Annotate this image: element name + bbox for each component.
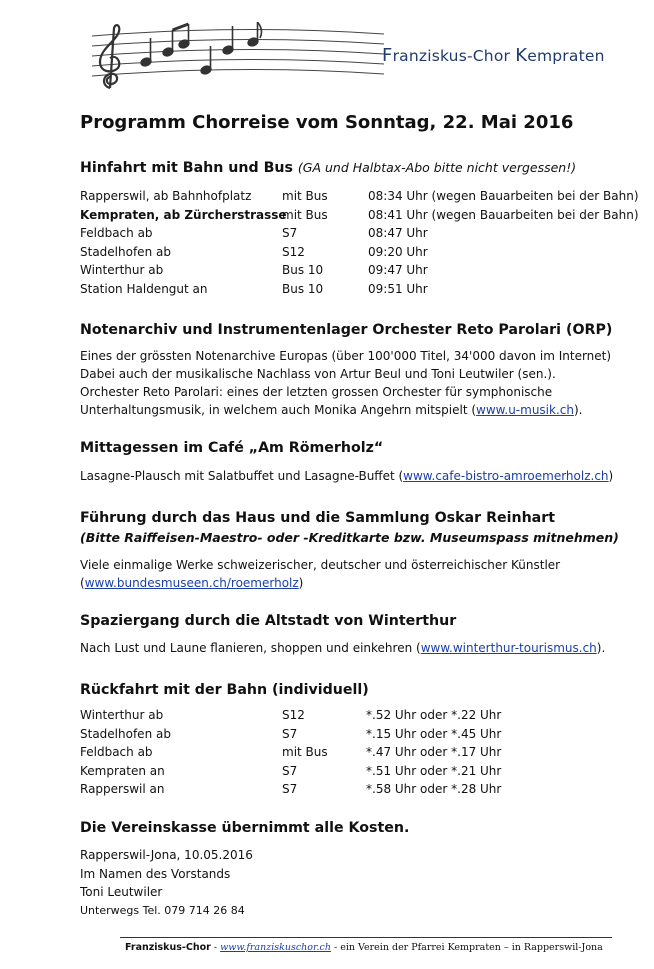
schedule-place: Rapperswil, ab Bahnhofplatz (80, 189, 252, 203)
schedule-transport: Bus 10 (282, 263, 324, 277)
schedule-time: 09:47 Uhr (368, 263, 428, 277)
footer: Franziskus-Chor - www.franziskuschor.ch - ein Verein der Pfarrei Kempraten – in Rapperswil-Jona (125, 942, 603, 953)
choir-name: Franziskus-Chor Kempraten (382, 45, 605, 66)
schedule-transport: S12 (282, 708, 305, 722)
schedule-place: Feldbach ab (80, 745, 153, 759)
schedule-time: *.51 Uhr oder *.21 Uhr (366, 763, 502, 778)
section-title-orp: Notenarchiv und Instrumentenlager Orchester Reto Parolari (ORP) (80, 322, 613, 338)
hinfahrt-note: (GA und Halbtax-Abo bitte nicht vergessen!) (297, 160, 577, 175)
place-date: Rapperswil-Jona, 10.05.2016 (80, 848, 253, 862)
link-bundesmuseen[interactable]: www.bundesmuseen.ch/roemerholz (84, 576, 299, 590)
section-title-costs: Die Vereinskasse übernimmt alle Kosten. (80, 820, 410, 836)
schedule-time: *.47 Uhr oder *.17 Uhr (366, 745, 502, 759)
on-behalf: Im Namen des Vorstands (80, 866, 231, 881)
footer-divider (120, 937, 612, 938)
schedule-place: Stadelhofen ab (80, 244, 171, 259)
walk-text: Nach Lust und Laune flanieren, shoppen und einkehren (www.winterthur-tourismus.ch). (80, 641, 606, 655)
schedule-transport: Bus 10 (282, 281, 324, 296)
schedule-transport: mit Bus (282, 745, 328, 759)
page-title: Programm Chorreise vom Sonntag, 22. Mai 2016 (80, 112, 574, 133)
tour-note: (Bitte Raiffeisen-Maestro- oder -Kreditkarte bzw. Museumspass mitnehmen) (80, 530, 619, 545)
link-franziskuschor[interactable]: www.franziskuschor.ch (220, 942, 331, 953)
section-title-tour: Führung durch das Haus und die Sammlung Oskar Reinhart (80, 510, 556, 526)
schedule-place: Kempraten, ab Zürcherstrasse (80, 207, 287, 222)
schedule-place: Kempraten an (80, 763, 165, 778)
link-cafe-bistro[interactable]: www.cafe-bistro-amroemerholz.ch (403, 469, 609, 483)
lunch-text: Lasagne-Plausch mit Salatbuffet und Lasagne-Buffet (www.cafe-bistro-amroemerholz.ch) (80, 469, 614, 483)
link-winterthur-tourismus[interactable]: www.winterthur-tourismus.ch (420, 641, 597, 655)
section-title-walk: Spaziergang durch die Altstadt von Winterthur (80, 613, 457, 629)
schedule-transport: S7 (282, 726, 298, 741)
schedule-time: 09:51 Uhr (368, 281, 428, 296)
schedule-place: Rapperswil an (80, 782, 165, 796)
schedule-place: Stadelhofen ab (80, 726, 171, 741)
signer-name: Toni Leutwiler (80, 885, 163, 899)
schedule-place: Station Haldengut an (80, 281, 208, 296)
orp-text: Eines der grössten Notenarchive Europas (über 100'000 Titel, 34'000 davon im Internet) Dabei auch der musikalische Nachlass von Artur Beul und Toni Leutwiler (sen.). Orchester Reto Parolari: eines der letzten grossen Orchester für symphonische Unterhaltungsmusik, in welchem auch Monika Angehrn mitspielt (www.u-musik.ch). (80, 349, 612, 417)
schedule-place: Feldbach ab (80, 226, 153, 240)
letterhead (0, 0, 654, 100)
schedule-transport: S7 (282, 763, 298, 778)
schedule-transport: mit Bus (282, 207, 328, 222)
contact-phone: Unterwegs Tel. 079 714 26 84 (80, 903, 245, 917)
schedule-place: Winterthur ab (80, 708, 164, 722)
schedule-time: *.15 Uhr oder *.45 Uhr (366, 726, 502, 741)
section-title-hinfahrt: Hinfahrt mit Bahn und Bus (GA und Halbtax-Abo bitte nicht vergessen!) (80, 160, 577, 176)
schedule-time: 08:47 Uhr (368, 226, 428, 240)
schedule-time: 08:34 Uhr (wegen Bauarbeiten bei der Bahn) (368, 189, 639, 203)
schedule-time: *.58 Uhr oder *.28 Uhr (366, 782, 502, 796)
schedule-transport: S12 (282, 244, 305, 259)
schedule-time: *.52 Uhr oder *.22 Uhr (366, 708, 502, 722)
schedule-transport: mit Bus (282, 189, 328, 203)
signature-block (80, 846, 253, 920)
schedule-time: 09:20 Uhr (368, 244, 428, 259)
schedule-transport: S7 (282, 226, 298, 240)
schedule-transport: S7 (282, 782, 298, 796)
schedule-place: Winterthur ab (80, 263, 164, 277)
link-u-musik[interactable]: www.u-musik.ch (476, 403, 574, 417)
section-title-rueckfahrt: Rückfahrt mit der Bahn (individuell) (80, 682, 369, 698)
section-title-lunch: Mittagessen im Café „Am Römerholz“ (80, 440, 384, 456)
schedule-time: 08:41 Uhr (wegen Bauarbeiten bei der Bahn) (368, 207, 639, 222)
music-staff-logo (88, 22, 388, 94)
tour-text: Viele einmalige Werke schweizerischer, deutscher und österreichischer Künstler (www.bundesmuseen.ch/roemerholz) (80, 558, 561, 590)
